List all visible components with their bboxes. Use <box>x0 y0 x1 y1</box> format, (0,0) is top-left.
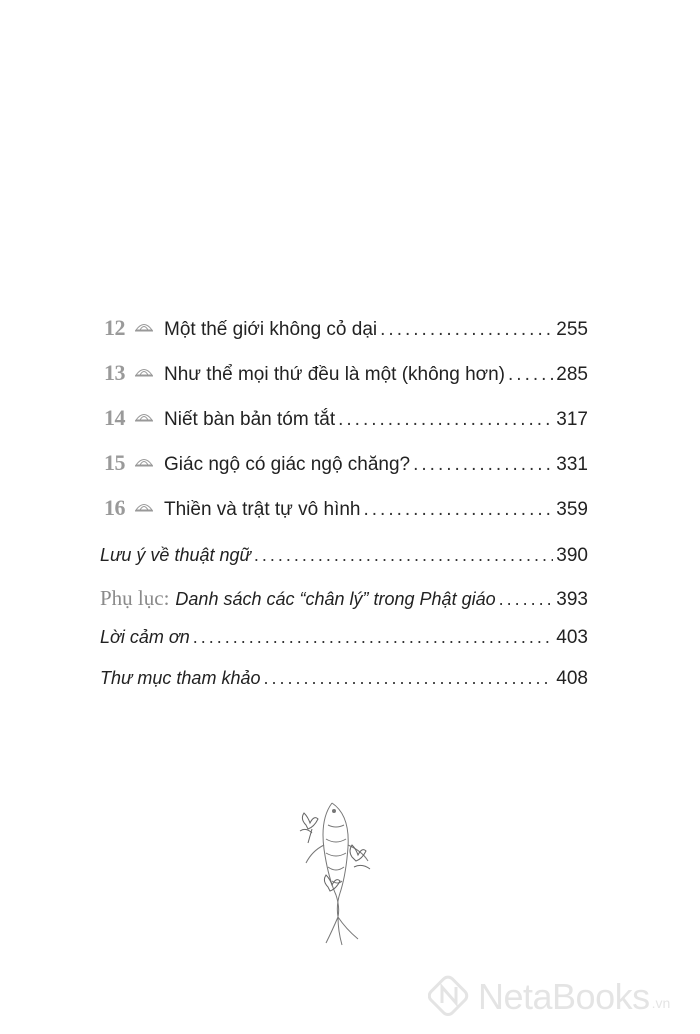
back-matter-page-number: 393 <box>556 589 588 610</box>
watermark-brand: NetaBooks <box>478 976 650 1017</box>
dot-leader <box>508 364 553 386</box>
toc-chapter-row[interactable] <box>104 495 588 540</box>
chapter-page-number: 255 <box>556 319 588 340</box>
chapter-page-number: 285 <box>556 364 588 385</box>
back-matter-page-number: 403 <box>556 627 588 648</box>
n-logo-icon <box>428 973 472 1022</box>
back-matter-page-number: 408 <box>556 668 588 689</box>
lotus-icon <box>134 407 158 429</box>
dot-leader <box>193 627 554 648</box>
chapter-title: Niết bàn bản tóm tắt <box>164 409 336 430</box>
chapter-number: 12 <box>104 315 125 340</box>
watermark <box>428 975 670 1019</box>
toc-back-matter-list <box>100 545 588 709</box>
back-matter-title: Thư mục tham khảo <box>100 668 261 688</box>
back-matter-title: Lưu ý về thuật ngữ <box>100 545 251 565</box>
chapter-number: 15 <box>104 450 125 475</box>
chapter-title: Giác ngộ có giác ngộ chăng? <box>164 454 411 475</box>
chapter-number: 16 <box>104 495 125 520</box>
appendix-prefix: Phụ lục: <box>100 586 170 610</box>
chapter-title: Một thế giới không cỏ dại <box>164 319 378 340</box>
chapter-page-number: 359 <box>556 499 588 520</box>
dot-leader <box>499 589 554 610</box>
toc-back-matter-row[interactable] <box>100 545 588 586</box>
toc-back-matter-row[interactable] <box>100 627 588 668</box>
chapter-title: Như thể mọi thứ đều là một (không hơn) <box>164 364 506 385</box>
chapter-number: 14 <box>104 405 125 430</box>
back-matter-title: Danh sách các “chân lý” trong Phật giáo <box>175 589 496 609</box>
dot-leader <box>338 409 553 431</box>
back-matter-page-number: 390 <box>556 545 588 566</box>
dot-leader <box>263 668 553 689</box>
toc-back-matter-row[interactable] <box>100 668 588 709</box>
dot-leader <box>413 454 553 476</box>
koi-fish-icon <box>292 795 384 947</box>
dot-leader <box>364 499 554 521</box>
chapter-number: 13 <box>104 360 125 385</box>
watermark-domain: .vn <box>651 995 671 1011</box>
toc-chapter-row[interactable] <box>104 405 588 450</box>
back-matter-title: Lời cảm ơn <box>100 627 190 647</box>
toc-chapter-list <box>104 315 588 540</box>
toc-back-matter-row[interactable] <box>100 586 588 627</box>
dot-leader <box>254 545 553 566</box>
dot-leader <box>380 319 553 341</box>
toc-chapter-row[interactable] <box>104 450 588 495</box>
lotus-icon <box>134 317 158 339</box>
toc-chapter-row[interactable] <box>104 360 588 405</box>
lotus-icon <box>134 497 158 519</box>
chapter-page-number: 331 <box>556 454 588 475</box>
toc-chapter-row[interactable] <box>104 315 588 360</box>
lotus-icon <box>134 362 158 384</box>
chapter-page-number: 317 <box>556 409 588 430</box>
chapter-title: Thiền và trật tự vô hình <box>164 499 361 520</box>
lotus-icon <box>134 452 158 474</box>
